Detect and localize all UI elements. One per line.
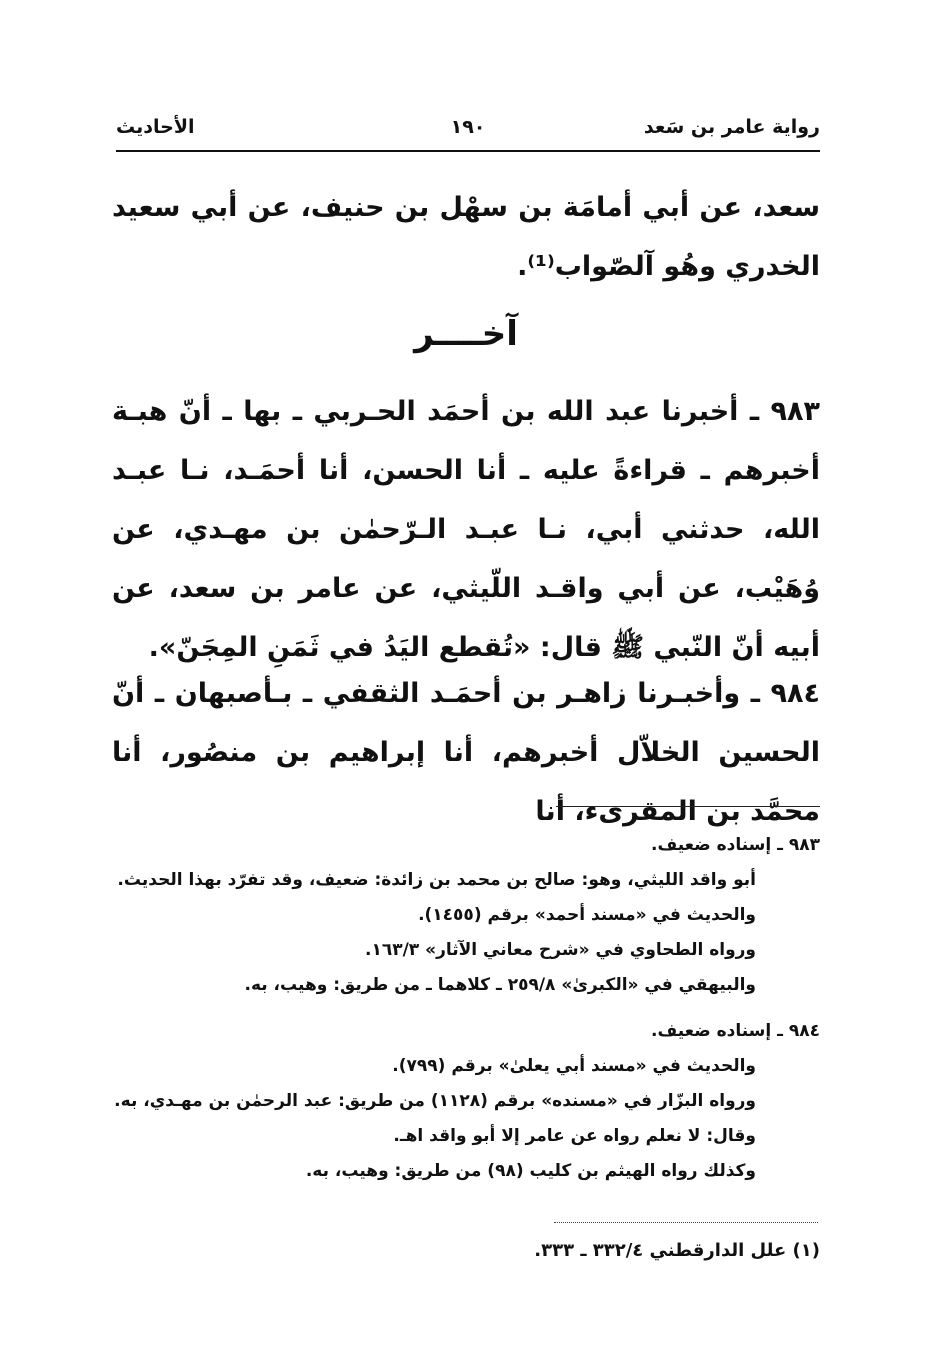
header-divider xyxy=(116,150,820,152)
footnote-divider xyxy=(556,806,820,807)
footnote-line: ورواه البزّار في «مسنده» برقم (١١٢٨) من طريق: عبد الرحمٰن بن مهـدي، به. xyxy=(114,1091,756,1111)
hadith-984: ٩٨٤ ـ وأخبـرنا زاهـر بن أحمَـد الثقفي ـ بـأصبهان ـ أنّ الحسين الخلاّل أخبرهم، أنا إبراهيم بن منصُور، أنا محمَّد بن المقرىء، أنا xyxy=(112,678,820,827)
footnote-984-head: ٩٨٤ ـ إسناده ضعيف. xyxy=(651,1021,820,1041)
page-number: ١٩٠ xyxy=(450,116,486,138)
section-title: آخــــر xyxy=(414,314,518,354)
footnote-984 xyxy=(112,1014,820,1189)
intro-paragraph: سعد، عن أبي أمامَة بن سهْل بن حنيف، عن أبي سعيد الخدري وهُو آلصّواب⁽¹⁾. xyxy=(112,192,820,282)
footnote-line: وكذلك رواه الهيثم بن كليب (٩٨) من طريق: وهيب، به. xyxy=(305,1161,756,1181)
footnote-983-head: ٩٨٣ ـ إسناده ضعيف. xyxy=(651,835,820,855)
footnote-line: ورواه الطحاوي في «شرح معاني الآثار» ١٦٣/٣. xyxy=(365,940,756,960)
footnote-line: أبو واقد الليثي، وهو: صالح بن محمد بن زائدة: ضعيف، وقد تفرّد بهذا الحديث. xyxy=(117,870,756,890)
hadith-983: ٩٨٣ ـ أخبرنا عبد الله بن أحمَد الحـربي ـ بها ـ أنّ هبـة أخبرهم ـ قراءةً عليه ـ أنا الحسن، أنا أحمَـد، نـا عبـد الله، حدثني أبي، نـا عبـد الـرّحمٰن بن مهـدي، عن وُهَيْب، عن أبي واقـد اللّيثي، عن عامر بن سعد، عن أبيه أنّ النّبي ﷺ قال: «تُقطع اليَدُ في ثَمَنِ المِجَنّ». xyxy=(112,396,820,663)
footnote-line: والبيهقي في «الكبرىٰ» ٢٥٩/٨ ـ كلاهما ـ من طريق: وهيب، به. xyxy=(244,975,756,995)
footnote-dotted-divider xyxy=(554,1222,818,1223)
header-book-title: رواية عامر بن سَعد xyxy=(643,116,820,138)
main-footnote: (١) علل الدارقطني ٣٣٢/٤ ـ ٣٣٣. xyxy=(534,1240,820,1261)
running-header xyxy=(116,112,820,148)
header-section-title: الأحاديث xyxy=(116,116,195,138)
footnote-line: وقال: لا نعلم رواه عن عامر إلا أبو واقد اهـ. xyxy=(393,1126,756,1146)
footnote-line: والحديث في «مسند أبي يعلىٰ» برقم (٧٩٩). xyxy=(392,1056,756,1076)
footnote-line: والحديث في «مسند أحمد» برقم (١٤٥٥). xyxy=(418,905,756,925)
footnote-983 xyxy=(112,828,820,1003)
